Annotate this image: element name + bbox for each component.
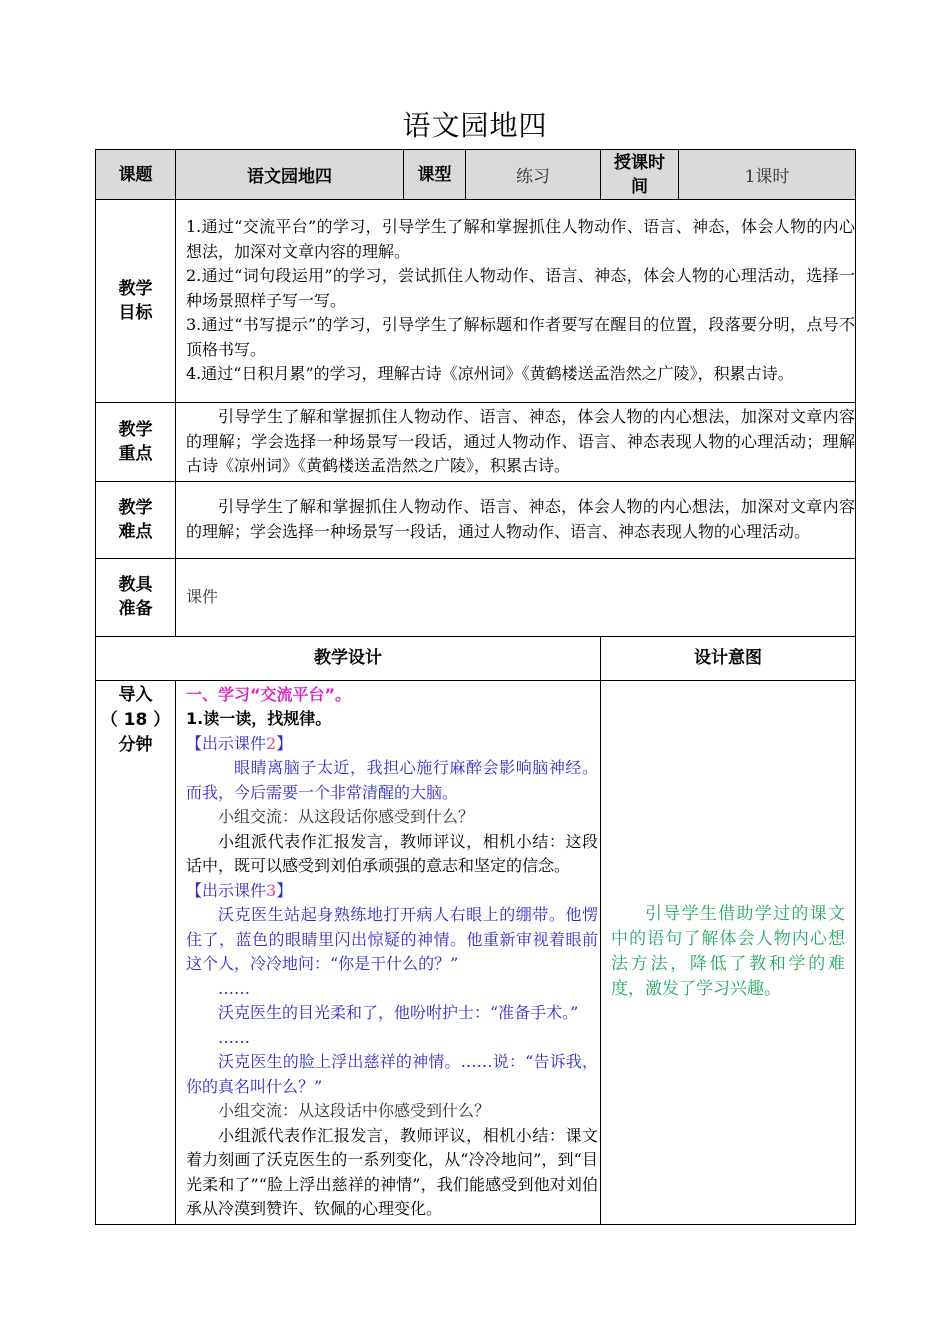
intro-row	[96, 680, 856, 1224]
courseware-label: 【出示课件	[186, 880, 267, 900]
design-header: 教学设计	[96, 636, 601, 680]
intro-label-line: 分钟	[118, 734, 153, 755]
courseware-bracket: 】	[276, 733, 293, 753]
intro-design-content	[176, 680, 601, 1224]
objective-item: 2.通过“词句段运用”的学习，尝试抓住人物动作、语言、神态，体会人物的心理活动，选择一种场景照样子写一写。	[186, 266, 855, 310]
courseware-number: 2	[266, 733, 277, 753]
ellipsis: ……	[218, 1027, 250, 1047]
summary-text: 小组派代表作汇报发言，教师评议，相机小结：这段话中，既可以感受到刘伯承顽强的意志和坚定的信念。	[186, 831, 598, 875]
type-value: 练习	[466, 150, 601, 200]
quote-text: 沃克医生的目光柔和了，他吩咐护士：“准备手术。”	[218, 1003, 579, 1022]
time-value: 1课时	[679, 150, 856, 200]
discussion-prompt: 小组交流：从这段话中你感受到什么？	[218, 1101, 491, 1120]
difficulties-label: 教学难点	[96, 481, 176, 558]
materials-value: 课件	[176, 558, 856, 636]
objectives-label: 教学目标	[96, 200, 176, 403]
discussion-prompt: 小组交流：从这段话你感受到什么？	[218, 807, 475, 826]
time-label: 授课时间	[601, 150, 679, 200]
objective-item: 3.通过“书写提示”的学习，引导学生了解标题和作者要写在醒目的位置，段落要分明，点号不顶格书写。	[186, 315, 855, 359]
quote-text: 眼睛离脑子太近，我担心施行麻醉会影响脑神经。而我，今后需要一个非常清醒的大脑。	[186, 758, 598, 802]
objective-item: 1.通过“交流平台”的学习，引导学生了解和掌握抓住人物动作、语言、神态，体会人物的内心想法，加深对文章内容的理解。	[186, 217, 855, 261]
courseware-tag	[186, 879, 598, 904]
materials-row	[96, 558, 856, 636]
difficulties-row	[96, 481, 856, 558]
ellipsis: ……	[218, 978, 250, 998]
quote-text: 沃克医生站起身熟练地打开病人右眼上的绷带。他愣住了，蓝色的眼睛里闪出惊疑的神情。他重新审视着眼前这个人，冷冷地问：“你是干什么的？”	[186, 905, 598, 973]
courseware-number: 3	[266, 880, 277, 900]
topic-label: 课题	[96, 150, 176, 200]
topic-value: 语文园地四	[176, 150, 404, 200]
key-points-text: 引导学生了解和掌握抓住人物动作、语言、神态，体会人物的内心想法，加深对文章内容的理解；学会选择一种场景写一段话，通过人物动作、语言、神态表现人物的心理活动；理解古诗《凉州词》《黄鹤楼送孟浩然之广陵》，积累古诗。	[186, 407, 855, 475]
objectives-row	[96, 200, 856, 403]
intro-intent-content	[601, 680, 856, 1224]
intent-header: 设计意图	[601, 636, 856, 680]
type-label: 课型	[404, 150, 466, 200]
header-row	[96, 150, 856, 200]
key-points-row	[96, 403, 856, 482]
intro-label-line: 导入	[118, 684, 153, 705]
quote-text: 沃克医生的脸上浮出慈祥的神情。……说：“告诉我，你的真名叫什么？”	[186, 1052, 598, 1096]
section-title: 一、学习“交流平台”。	[186, 684, 352, 704]
materials-label: 教具准备	[96, 558, 176, 636]
step-heading: 1.读一读，找规律。	[186, 709, 332, 728]
difficulties-content	[176, 481, 856, 558]
document-title: 语文园地四	[402, 109, 548, 142]
courseware-label: 【出示课件	[186, 733, 267, 753]
courseware-tag	[186, 732, 598, 757]
difficulties-text: 引导学生了解和掌握抓住人物动作、语言、神态，体会人物的内心想法，加深对文章内容的理解；学会选择一种场景写一段话，通过人物动作、语言、神态表现人物的心理活动。	[186, 497, 855, 541]
key-points-content	[176, 403, 856, 482]
intro-label	[96, 680, 176, 1224]
key-points-label: 教学重点	[96, 403, 176, 482]
design-header-row	[96, 636, 856, 680]
intent-text: 引导学生借助学过的课文中的语句了解体会人物内心想法方法，降低了教和学的难度，激发了学习兴趣。	[611, 904, 845, 999]
lesson-plan-table	[95, 149, 856, 1225]
objective-item: 4.通过“日积月累”的学习，理解古诗《凉州词》《黄鹤楼送孟浩然之广陵》，积累古诗。	[186, 364, 794, 384]
summary-text: 小组派代表作汇报发言，教师评议，相机小结：课文着力刻画了沃克医生的一系列变化，从“冷冷地问”，到“目光柔和了”“脸上浮出慈祥的神情”，我们能感受到他对刘伯承从冷漠到赞许、钦佩的心理变化。	[186, 1125, 598, 1218]
objectives-content	[176, 200, 856, 403]
intro-duration: （ 18 ）	[100, 709, 171, 730]
courseware-bracket: 】	[276, 880, 293, 900]
